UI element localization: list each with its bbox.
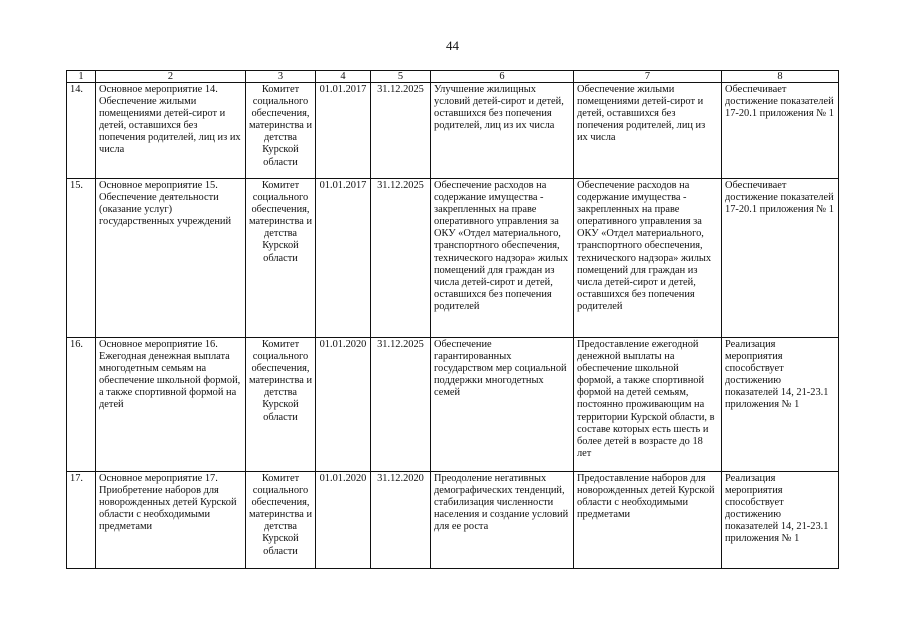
header-col-2: 2: [96, 71, 246, 83]
header-col-6: 6: [431, 71, 574, 83]
end-date: 31.12.2020: [371, 472, 431, 569]
start-date: 01.01.2020: [316, 338, 371, 472]
main-directions: Предоставление наборов для новорожденных детей Курской области с необходимыми предметами: [574, 472, 722, 569]
header-row: [67, 71, 839, 83]
row-number: 17.: [67, 472, 96, 569]
end-date: 31.12.2025: [371, 338, 431, 472]
expected-result: Обеспечение расходов на содержание имущества - закрепленных на праве оперативного управления за ОКУ «Отдел материального, транспортного обеспечения, технического надзора» жилых помещений для граждан из числа детей-сирот и детей, оставшихся без попечения родителей: [431, 179, 574, 338]
executor: Комитет социального обеспечения, материнства и детства Курской области: [246, 338, 316, 472]
main-directions: Обеспечение расходов на содержание имущества - закрепленных на праве оперативного управления за ОКУ «Отдел материального, транспортного обеспечения, технического надзора» жилых помещений для граждан из числа детей-сирот и детей, оставшихся без попечения родителей: [574, 179, 722, 338]
start-date: 01.01.2017: [316, 179, 371, 338]
end-date: 31.12.2025: [371, 179, 431, 338]
expected-result: Улучшение жилищных условий детей-сирот и детей, оставшихся без попечения родителей, лиц из их числа: [431, 83, 574, 179]
indicator-link: Обеспечивает достижение показателей 17-20.1 приложения № 1: [722, 179, 839, 338]
row-number: 14.: [67, 83, 96, 179]
page-number: 44: [446, 38, 459, 53]
executor: Комитет социального обеспечения, материнства и детства Курской области: [246, 179, 316, 338]
start-date: 01.01.2020: [316, 472, 371, 569]
executor: Комитет социального обеспечения, материнства и детства Курской области: [246, 472, 316, 569]
measure-name: Основное мероприятие 15. Обеспечение деятельности (оказание услуг) государственных учреждений: [96, 179, 246, 338]
measure-name: Основное мероприятие 17. Приобретение наборов для новорожденных детей Курской области с необходимыми предметами: [96, 472, 246, 569]
row-number: 16.: [67, 338, 96, 472]
expected-result: Преодоление негативных демографических тенденций, стабилизация численности населения и создание условий для ее роста: [431, 472, 574, 569]
table-row: [67, 338, 839, 472]
end-date: 31.12.2025: [371, 83, 431, 179]
expected-result: Обеспечение гарантированных государством мер социальной поддержки многодетных семей: [431, 338, 574, 472]
main-directions: Предоставление ежегодной денежной выплаты на обеспечение школьной формой, а также спортивной формой на детей семьям, постоянно проживающим на территории Курской области, в составе которых есть шесть и более детей в возрасте до 18 лет: [574, 338, 722, 472]
indicator-link: Обеспечивает достижение показателей 17-20.1 приложения № 1: [722, 83, 839, 179]
start-date: 01.01.2017: [316, 83, 371, 179]
row-number: 15.: [67, 179, 96, 338]
measures-table: [66, 70, 839, 569]
indicator-link: Реализация мероприятия способствует достижению показателей 14, 21-23.1 приложения № 1: [722, 338, 839, 472]
indicator-link: Реализация мероприятия способствует достижению показателей 14, 21-23.1 приложения № 1: [722, 472, 839, 569]
measure-name: Основное мероприятие 16. Ежегодная денежная выплата многодетным семьям на обеспечение школьной формой, а также спортивной формой на детей: [96, 338, 246, 472]
executor: Комитет социального обеспечения, материнства и детства Курской области: [246, 83, 316, 179]
measure-name: Основное мероприятие 14. Обеспечение жилыми помещениями детей-сирот и детей, оставшихся без попечения родителей, лиц из их числа: [96, 83, 246, 179]
table-row: [67, 472, 839, 569]
main-directions: Обеспечение жилыми помещениями детей-сирот и детей, оставшихся без попечения родителей, лиц из их числа: [574, 83, 722, 179]
table-row: [67, 83, 839, 179]
header-col-7: 7: [574, 71, 722, 83]
header-col-5: 5: [371, 71, 431, 83]
header-col-3: 3: [246, 71, 316, 83]
header-col-4: 4: [316, 71, 371, 83]
table-row: [67, 179, 839, 338]
header-col-1: 1: [67, 71, 96, 83]
header-col-8: 8: [722, 71, 839, 83]
